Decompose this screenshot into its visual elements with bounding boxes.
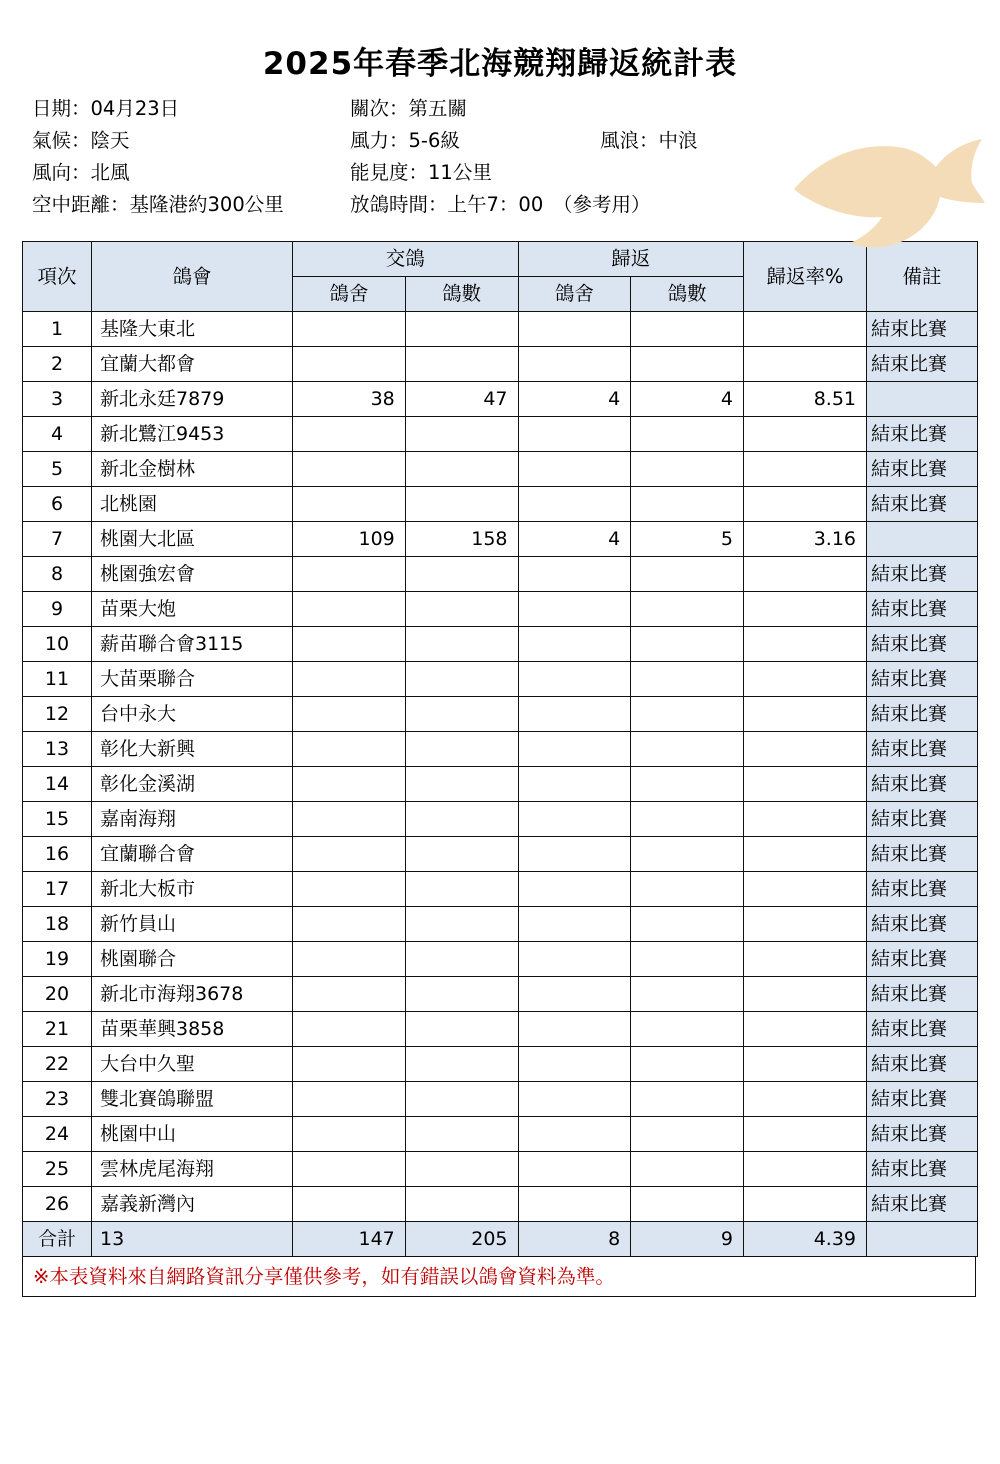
row-returned-loft [518, 1152, 631, 1187]
row-sent-count [405, 557, 518, 592]
row-index: 7 [23, 522, 92, 557]
row-note: 結束比賽 [867, 907, 978, 942]
row-sent-loft [293, 1117, 406, 1152]
table-row [23, 417, 978, 452]
row-club: 嘉義新灣內 [92, 1187, 293, 1222]
row-rate [744, 942, 867, 977]
row-sent-loft [293, 557, 406, 592]
report-page [22, 14, 978, 1297]
table-row [23, 487, 978, 522]
table-row [23, 557, 978, 592]
col-header-returned-loft: 鴿舍 [518, 277, 631, 312]
footnote: ※本表資料來自網路資訊分享僅供參考，如有錯誤以鴿會資料為準。 [22, 1257, 976, 1297]
total-returned-count: 9 [631, 1222, 744, 1257]
row-index: 20 [23, 977, 92, 1012]
row-index: 24 [23, 1117, 92, 1152]
row-returned-count [631, 942, 744, 977]
row-returned-loft [518, 942, 631, 977]
row-index: 6 [23, 487, 92, 522]
total-rate: 4.39 [744, 1222, 867, 1257]
row-returned-loft [518, 627, 631, 662]
col-header-sent-loft: 鴿舍 [293, 277, 406, 312]
row-rate [744, 837, 867, 872]
row-sent-loft [293, 837, 406, 872]
row-returned-count [631, 662, 744, 697]
visibility-label: 能見度：11公里 [350, 161, 492, 184]
row-sent-count [405, 627, 518, 662]
row-index: 16 [23, 837, 92, 872]
row-returned-count: 4 [631, 382, 744, 417]
row-returned-loft: 4 [518, 382, 631, 417]
row-club: 新北大板市 [92, 872, 293, 907]
row-sent-loft [293, 942, 406, 977]
row-note: 結束比賽 [867, 767, 978, 802]
meta-row-4 [32, 189, 978, 221]
row-returned-count [631, 732, 744, 767]
row-club: 薪苗聯合會3115 [92, 627, 293, 662]
row-sent-loft [293, 312, 406, 347]
row-rate [744, 662, 867, 697]
col-header-rate: 歸返率% [744, 242, 867, 312]
row-returned-count [631, 1082, 744, 1117]
row-note: 結束比賽 [867, 732, 978, 767]
row-returned-count [631, 347, 744, 382]
row-index: 4 [23, 417, 92, 452]
row-note: 結束比賽 [867, 1012, 978, 1047]
row-note: 結束比賽 [867, 1187, 978, 1222]
row-note: 結束比賽 [867, 1117, 978, 1152]
row-sent-count [405, 977, 518, 1012]
page-title: 2025年春季北海競翔歸返統計表 [262, 46, 738, 82]
row-rate [744, 697, 867, 732]
row-index: 8 [23, 557, 92, 592]
row-returned-loft [518, 977, 631, 1012]
row-returned-count [631, 627, 744, 662]
row-returned-loft [518, 1047, 631, 1082]
row-returned-loft [518, 662, 631, 697]
row-sent-loft [293, 1082, 406, 1117]
row-returned-count [631, 1117, 744, 1152]
col-header-sent-count: 鴿數 [405, 277, 518, 312]
row-note: 結束比賽 [867, 312, 978, 347]
row-index: 18 [23, 907, 92, 942]
row-sent-loft [293, 417, 406, 452]
row-returned-loft [518, 347, 631, 382]
row-sent-loft [293, 872, 406, 907]
table-row [23, 1012, 978, 1047]
row-sent-count [405, 872, 518, 907]
row-sent-count [405, 592, 518, 627]
row-club: 桃園強宏會 [92, 557, 293, 592]
col-header-club: 鴿會 [92, 242, 293, 312]
row-index: 2 [23, 347, 92, 382]
row-rate [744, 312, 867, 347]
row-sent-count: 47 [405, 382, 518, 417]
row-note: 結束比賽 [867, 592, 978, 627]
row-returned-count [631, 452, 744, 487]
row-sent-loft: 38 [293, 382, 406, 417]
total-club: 13 [92, 1222, 293, 1257]
row-club: 宜蘭聯合會 [92, 837, 293, 872]
row-sent-loft [293, 452, 406, 487]
row-sent-count [405, 452, 518, 487]
row-rate [744, 487, 867, 522]
row-sent-loft [293, 732, 406, 767]
row-rate: 8.51 [744, 382, 867, 417]
row-index: 9 [23, 592, 92, 627]
row-sent-count [405, 1082, 518, 1117]
table-row [23, 1152, 978, 1187]
row-returned-count [631, 837, 744, 872]
row-returned-loft [518, 592, 631, 627]
row-sent-count [405, 907, 518, 942]
row-club: 嘉南海翔 [92, 802, 293, 837]
row-returned-loft [518, 452, 631, 487]
row-sent-count [405, 1047, 518, 1082]
row-sent-count [405, 1152, 518, 1187]
row-sent-count [405, 487, 518, 522]
meta-block [22, 93, 978, 241]
row-rate [744, 767, 867, 802]
row-returned-count [631, 487, 744, 522]
row-club: 桃園聯合 [92, 942, 293, 977]
row-rate [744, 592, 867, 627]
row-sent-loft [293, 1187, 406, 1222]
row-returned-loft [518, 1012, 631, 1047]
total-sent-loft: 147 [293, 1222, 406, 1257]
row-index: 13 [23, 732, 92, 767]
row-returned-loft [518, 557, 631, 592]
row-returned-count [631, 417, 744, 452]
row-club: 新北鷺江9453 [92, 417, 293, 452]
row-club: 桃園中山 [92, 1117, 293, 1152]
row-club: 新竹員山 [92, 907, 293, 942]
row-rate [744, 627, 867, 662]
row-returned-loft [518, 1117, 631, 1152]
row-note [867, 382, 978, 417]
row-returned-loft [518, 872, 631, 907]
row-note: 結束比賽 [867, 487, 978, 522]
row-note: 結束比賽 [867, 942, 978, 977]
row-rate [744, 1082, 867, 1117]
row-sent-loft [293, 1152, 406, 1187]
row-returned-loft [518, 1187, 631, 1222]
row-returned-loft [518, 697, 631, 732]
meta-row-2 [32, 125, 978, 157]
row-sent-count: 158 [405, 522, 518, 557]
table-row [23, 942, 978, 977]
row-returned-loft [518, 767, 631, 802]
table-row [23, 382, 978, 417]
row-sent-count [405, 802, 518, 837]
row-sent-loft [293, 662, 406, 697]
row-rate [744, 732, 867, 767]
row-returned-count [631, 592, 744, 627]
row-sent-count [405, 942, 518, 977]
row-rate [744, 1117, 867, 1152]
row-sent-loft [293, 767, 406, 802]
total-sent-count: 205 [405, 1222, 518, 1257]
table-row [23, 1082, 978, 1117]
row-returned-count [631, 907, 744, 942]
row-sent-loft [293, 487, 406, 522]
row-returned-count [631, 697, 744, 732]
row-returned-loft [518, 312, 631, 347]
row-returned-count [631, 557, 744, 592]
row-note: 結束比賽 [867, 1082, 978, 1117]
total-returned-loft: 8 [518, 1222, 631, 1257]
row-rate [744, 1012, 867, 1047]
row-index: 21 [23, 1012, 92, 1047]
row-rate [744, 1047, 867, 1082]
row-returned-count [631, 802, 744, 837]
table-row [23, 592, 978, 627]
row-sent-count [405, 732, 518, 767]
table-row [23, 802, 978, 837]
row-index: 22 [23, 1047, 92, 1082]
row-sent-count [405, 837, 518, 872]
row-note: 結束比賽 [867, 872, 978, 907]
col-header-index: 項次 [23, 242, 92, 312]
row-index: 11 [23, 662, 92, 697]
col-header-returned-count: 鴿數 [631, 277, 744, 312]
total-note [867, 1222, 978, 1257]
row-returned-count [631, 767, 744, 802]
row-sent-loft [293, 1047, 406, 1082]
row-index: 10 [23, 627, 92, 662]
row-returned-loft [518, 802, 631, 837]
row-club: 北桃園 [92, 487, 293, 522]
row-index: 25 [23, 1152, 92, 1187]
row-note [867, 522, 978, 557]
row-note: 結束比賽 [867, 417, 978, 452]
row-sent-loft: 109 [293, 522, 406, 557]
row-index: 23 [23, 1082, 92, 1117]
row-sent-loft [293, 697, 406, 732]
row-club: 大台中久聖 [92, 1047, 293, 1082]
row-sent-loft [293, 627, 406, 662]
row-club: 彰化大新興 [92, 732, 293, 767]
row-note: 結束比賽 [867, 977, 978, 1012]
row-returned-count [631, 1187, 744, 1222]
row-note: 結束比賽 [867, 347, 978, 382]
row-sent-count [405, 1117, 518, 1152]
table-row [23, 697, 978, 732]
row-club: 新北市海翔3678 [92, 977, 293, 1012]
table-row [23, 452, 978, 487]
row-club: 苗栗華興3858 [92, 1012, 293, 1047]
row-sent-loft [293, 907, 406, 942]
table-row [23, 627, 978, 662]
row-rate [744, 872, 867, 907]
row-club: 台中永大 [92, 697, 293, 732]
row-returned-loft: 4 [518, 522, 631, 557]
wind-force-label: 風力：5-6級 [350, 129, 460, 152]
row-returned-loft [518, 487, 631, 522]
row-sent-count [405, 312, 518, 347]
table-row [23, 977, 978, 1012]
row-sent-loft [293, 347, 406, 382]
row-club: 雙北賽鴿聯盟 [92, 1082, 293, 1117]
row-index: 3 [23, 382, 92, 417]
col-header-sent-group: 交鴿 [293, 242, 519, 277]
row-returned-loft [518, 837, 631, 872]
row-index: 5 [23, 452, 92, 487]
table-row [23, 1187, 978, 1222]
row-index: 1 [23, 312, 92, 347]
wave-label: 風浪：中浪 [600, 129, 698, 152]
row-club: 新北永廷7879 [92, 382, 293, 417]
statistics-table [22, 241, 978, 1257]
table-row [23, 732, 978, 767]
row-club: 雲林虎尾海翔 [92, 1152, 293, 1187]
weather-label: 氣候：陰天 [32, 129, 130, 152]
row-rate [744, 977, 867, 1012]
row-sent-count [405, 662, 518, 697]
row-rate [744, 1187, 867, 1222]
row-sent-loft [293, 1012, 406, 1047]
row-index: 19 [23, 942, 92, 977]
row-returned-loft [518, 417, 631, 452]
row-note: 結束比賽 [867, 557, 978, 592]
row-index: 26 [23, 1187, 92, 1222]
row-returned-loft [518, 1082, 631, 1117]
row-rate [744, 452, 867, 487]
row-note: 結束比賽 [867, 452, 978, 487]
row-note: 結束比賽 [867, 697, 978, 732]
release-time-label: 放鴿時間：上午7：00 （參考用） [350, 193, 651, 216]
row-note: 結束比賽 [867, 802, 978, 837]
date-label: 日期：04月23日 [32, 97, 180, 120]
row-sent-loft [293, 977, 406, 1012]
row-rate [744, 417, 867, 452]
table-row [23, 1117, 978, 1152]
table-row [23, 312, 978, 347]
row-returned-count [631, 312, 744, 347]
row-note: 結束比賽 [867, 1152, 978, 1187]
row-note: 結束比賽 [867, 1047, 978, 1082]
row-returned-loft [518, 907, 631, 942]
distance-label: 空中距離：基隆港約300公里 [32, 193, 284, 216]
row-club: 苗栗大炮 [92, 592, 293, 627]
row-sent-loft [293, 592, 406, 627]
table-total-row [23, 1222, 978, 1257]
row-rate: 3.16 [744, 522, 867, 557]
meta-row-1 [32, 93, 978, 125]
row-index: 14 [23, 767, 92, 802]
row-club: 基隆大東北 [92, 312, 293, 347]
row-club: 桃園大北區 [92, 522, 293, 557]
stage-label: 關次：第五關 [350, 97, 468, 120]
row-club: 新北金樹林 [92, 452, 293, 487]
row-index: 12 [23, 697, 92, 732]
row-sent-count [405, 347, 518, 382]
row-note: 結束比賽 [867, 627, 978, 662]
row-returned-loft [518, 732, 631, 767]
row-rate [744, 802, 867, 837]
col-header-returned-group: 歸返 [518, 242, 744, 277]
row-sent-loft [293, 802, 406, 837]
row-rate [744, 1152, 867, 1187]
row-returned-count [631, 872, 744, 907]
table-row [23, 767, 978, 802]
row-returned-count [631, 1047, 744, 1082]
table-body [23, 312, 978, 1257]
row-club: 宜蘭大都會 [92, 347, 293, 382]
row-returned-count [631, 1152, 744, 1187]
row-sent-count [405, 1187, 518, 1222]
row-sent-count [405, 417, 518, 452]
row-note: 結束比賽 [867, 662, 978, 697]
table-head [23, 242, 978, 312]
table-row [23, 347, 978, 382]
row-returned-count: 5 [631, 522, 744, 557]
row-sent-count [405, 1012, 518, 1047]
row-rate [744, 347, 867, 382]
row-club: 大苗栗聯合 [92, 662, 293, 697]
row-rate [744, 557, 867, 592]
meta-row-3 [32, 157, 978, 189]
row-returned-count [631, 977, 744, 1012]
table-row [23, 872, 978, 907]
row-index: 15 [23, 802, 92, 837]
table-row [23, 907, 978, 942]
table-row [23, 837, 978, 872]
row-returned-count [631, 1012, 744, 1047]
row-sent-count [405, 767, 518, 802]
row-sent-count [405, 697, 518, 732]
row-rate [744, 907, 867, 942]
row-index: 17 [23, 872, 92, 907]
table-row [23, 1047, 978, 1082]
col-header-note: 備註 [867, 242, 978, 312]
table-row [23, 522, 978, 557]
row-note: 結束比賽 [867, 837, 978, 872]
table-row [23, 662, 978, 697]
row-club: 彰化金溪湖 [92, 767, 293, 802]
wind-direction-label: 風向：北風 [32, 161, 130, 184]
total-index: 合計 [23, 1222, 92, 1257]
header-row-top [23, 242, 978, 277]
